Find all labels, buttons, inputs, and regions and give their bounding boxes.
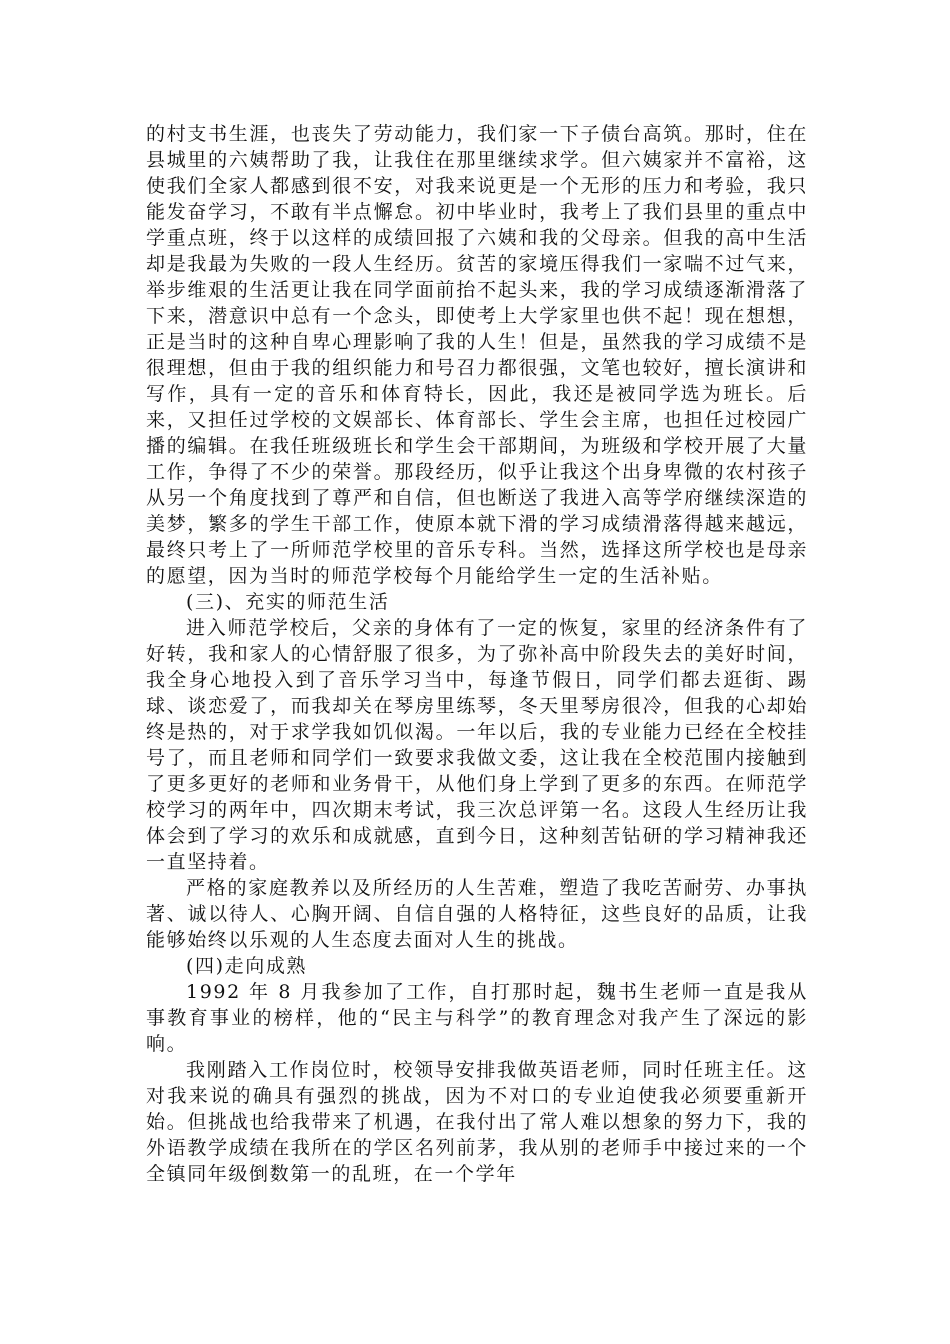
paragraph-character: 严格的家庭教养以及所经历的人生苦难，塑造了我吃苦耐劳、办事执著、诚以待人、心胸开阔、自信自强的人格特征，这些良好的品质，让我能够始终以乐观的人生态度去面对人生的挑战。 — [146, 877, 808, 951]
paragraph-high-school: 的村支书生涯，也丧失了劳动能力，我们家一下子债台高筑。那时，住在县城里的六姨帮助了我，让我住在那里继续求学。但六姨家并不富裕，这使我们全家人都感到很不安，对我来说更是一个无形的压力和考验，我只能发奋学习，不敢有半点懈怠。初中毕业时，我考上了我们县里的重点中学重点班，终于以这样的成绩回报了六姨和我的父母亲。但我的高中生活却是我最为失败的一段人生经历。贫苦的家境压得我们一家喘不过气来，举步维艰的生活更让我在同学面前抬不起头来，我的学习成绩逐渐滑落了下来，潜意识中总有一个念头，即使考上大学家里也供不起！现在想想，正是当时的这种自卑心理影响了我的人生！但是，虽然我的学习成绩不是很理想，但由于我的组织能力和号召力都很强，文笔也较好，擅长演讲和写作，具有一定的音乐和体育特长，因此，我还是被同学选为班长。后来，又担任过学校的文娱部长、体育部长、学生会主席，也担任过校园广播的编辑。在我任班级班长和学生会干部期间，为班级和学校开展了大量工作，争得了不少的荣誉。那段经历，似乎让我这个出身卑微的农村孩子从另一个角度找到了尊严和自信，但也断送了我进入高等学府继续深造的美梦，繁多的学生干部工作，使原本就下滑的学习成绩滑落得越来越远，最终只考上了一所师范学校里的音乐专科。当然，选择这所学校也是母亲的愿望，因为当时的师范学校每个月能给学生一定的生活补贴。 — [146, 123, 808, 587]
paragraph-work-start: 1992 年 8 月我参加了工作，自打那时起，魏书生老师一直是我从事教育事业的榜样，他的“民主与科学”的教育理念对我产生了深远的影响。 — [146, 981, 808, 1055]
section-heading-maturity: (四)走向成熟 — [186, 955, 308, 977]
paragraph-normal-school: 进入师范学校后，父亲的身体有了一定的恢复，家里的经济条件有了好转，我和家人的心情舒服了很多，为了弥补高中阶段失去的美好时间，我全身心地投入到了音乐学习当中，每逢节假日，同学们都去逛街、踢球、谈恋爱了，而我却关在琴房里练琴，冬天里琴房很冷，但我的心却始终是热的，对于求学我如饥似渴。一年以后，我的专业能力已经在全校挂号了，而且老师和同学们一致要求我做文委，这让我在全校范围内接触到了更多更好的老师和业务骨干，从他们身上学到了更多的东西。在师范学校学习的两年中，四次期末考试，我三次总评第一名。这段人生经历让我体会到了学习的欢乐和成就感，直到今日，这种刻苦钻研的学习精神我还一直坚持着。 — [146, 617, 808, 873]
paragraph-english-teacher: 我刚踏入工作岗位时，校领导安排我做英语老师，同时任班主任。这对我来说的确具有强烈的挑战，因为不对口的专业迫使我必须要重新开始。但挑战也给我带来了机遇，在我付出了常人难以想象的努力下，我的外语教学成绩在我所在的学区名列前茅，我从别的老师手中接过来的一个全镇同年级倒数第一的乱班，在一个学年 — [146, 1059, 808, 1185]
body-text — [146, 121, 808, 1187]
section-heading-normal-school: (三)、充实的师范生活 — [186, 591, 390, 613]
